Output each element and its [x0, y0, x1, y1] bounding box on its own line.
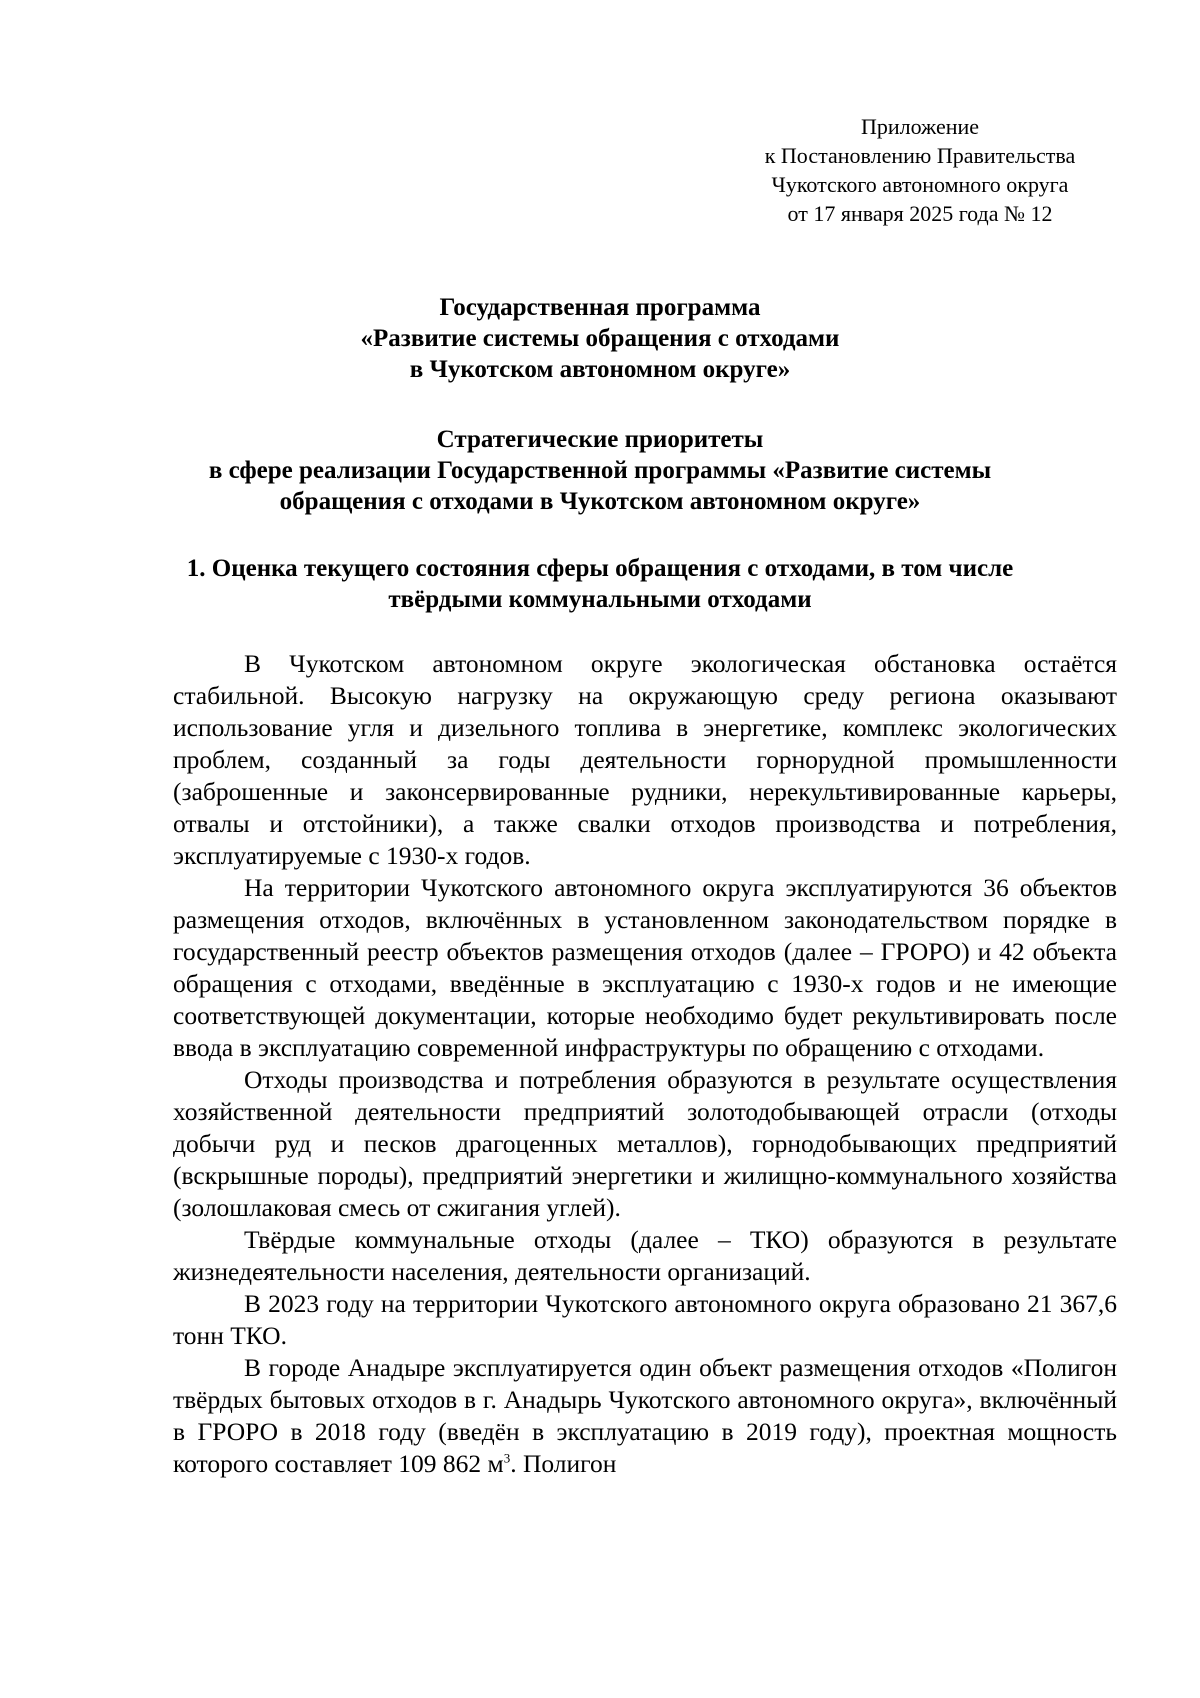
paragraph-last [173, 1352, 1117, 1480]
section-title [120, 553, 1080, 615]
priorities-title-line: в сфере реализации Государственной программы «Развитие системы [208, 457, 992, 484]
body-text [173, 648, 1117, 1480]
appendix-line: от 17 января 2025 года № 12 [787, 201, 1053, 226]
program-title [120, 292, 1080, 385]
paragraph: Твёрдые коммунальные отходы (далее – ТКО) образуются в результате жизнедеятельности населения, деятельности организаций. [173, 1225, 1117, 1286]
appendix-line: Приложение [860, 114, 980, 139]
priorities-title [120, 424, 1080, 517]
superscript-cubic: 3 [503, 1450, 511, 1466]
paragraph: В Чукотском автономном округе экологическая обстановка остаётся стабильной. Высокую нагрузку на окружающую среду региона оказывают использование угля и дизельного топлива в энергетике, комплекс экологических проблем, созданный за годы деятельности горнорудной промышленности (заброшенные и законсервированные рудники, нерекультивированные карьеры, отвалы и отстойники), а также свалки отходов производства и потребления, эксплуатируемые с 1930-х годов. [173, 649, 1117, 870]
paragraph: На территории Чукотского автономного округа эксплуатируются 36 объектов размещения отходов, включённых в установленном законодательством порядке в государственный реестр объектов размещения отходов (далее – ГРОРО) и 42 объекта обращения с отходами, введённые в эксплуатацию с 1930-х годов и не имеющие соответствующей документации, которые необходимо будет рекультивировать после ввода в эксплуатацию современной инфраструктуры по обращению с отходами. [173, 873, 1117, 1062]
priorities-title-line: обращения с отходами в Чукотском автономном округе» [279, 488, 921, 515]
paragraph: Отходы производства и потребления образуются в результате осуществления хозяйственной деятельности предприятий золотодобывающей отрасли (отходы добычи руд и песков драгоценных металлов), горнодобывающих предприятий (вскрышные породы), предприятий энергетики и жилищно-коммунального хозяйства (золошлаковая смесь от сжигания углей). [173, 1065, 1117, 1222]
paragraph-text: В городе Анадыре эксплуатируется один объект размещения отходов «Полигон твёрдых бытовых отходов в г. Анадырь Чукотского автономного округа», включённый в ГРОРО в 2018 году (введён в эксплуатацию в 2019 году), проектная мощность которого составляет 109 862 м [173, 1353, 1117, 1478]
appendix-line: Чукотского автономного округа [771, 172, 1069, 197]
section-title-line: 1. Оценка текущего состояния сферы обращения с отходами, в том числе [186, 555, 1014, 582]
paragraph: В 2023 году на территории Чукотского автономного округа образовано 21 367,6 тонн ТКО. [173, 1289, 1117, 1350]
appendix-line: к Постановлению Правительства [764, 143, 1076, 168]
paragraph-text-tail: . Полигон [510, 1449, 617, 1478]
program-title-line: «Развитие системы обращения с отходами [360, 325, 840, 352]
program-title-line: в Чукотском автономном округе» [409, 356, 791, 383]
appendix-block [720, 112, 1120, 228]
priorities-title-line: Стратегические приоритеты [436, 426, 764, 453]
program-title-line: Государственная программа [439, 294, 761, 321]
section-title-line: твёрдыми коммунальными отходами [388, 586, 812, 613]
